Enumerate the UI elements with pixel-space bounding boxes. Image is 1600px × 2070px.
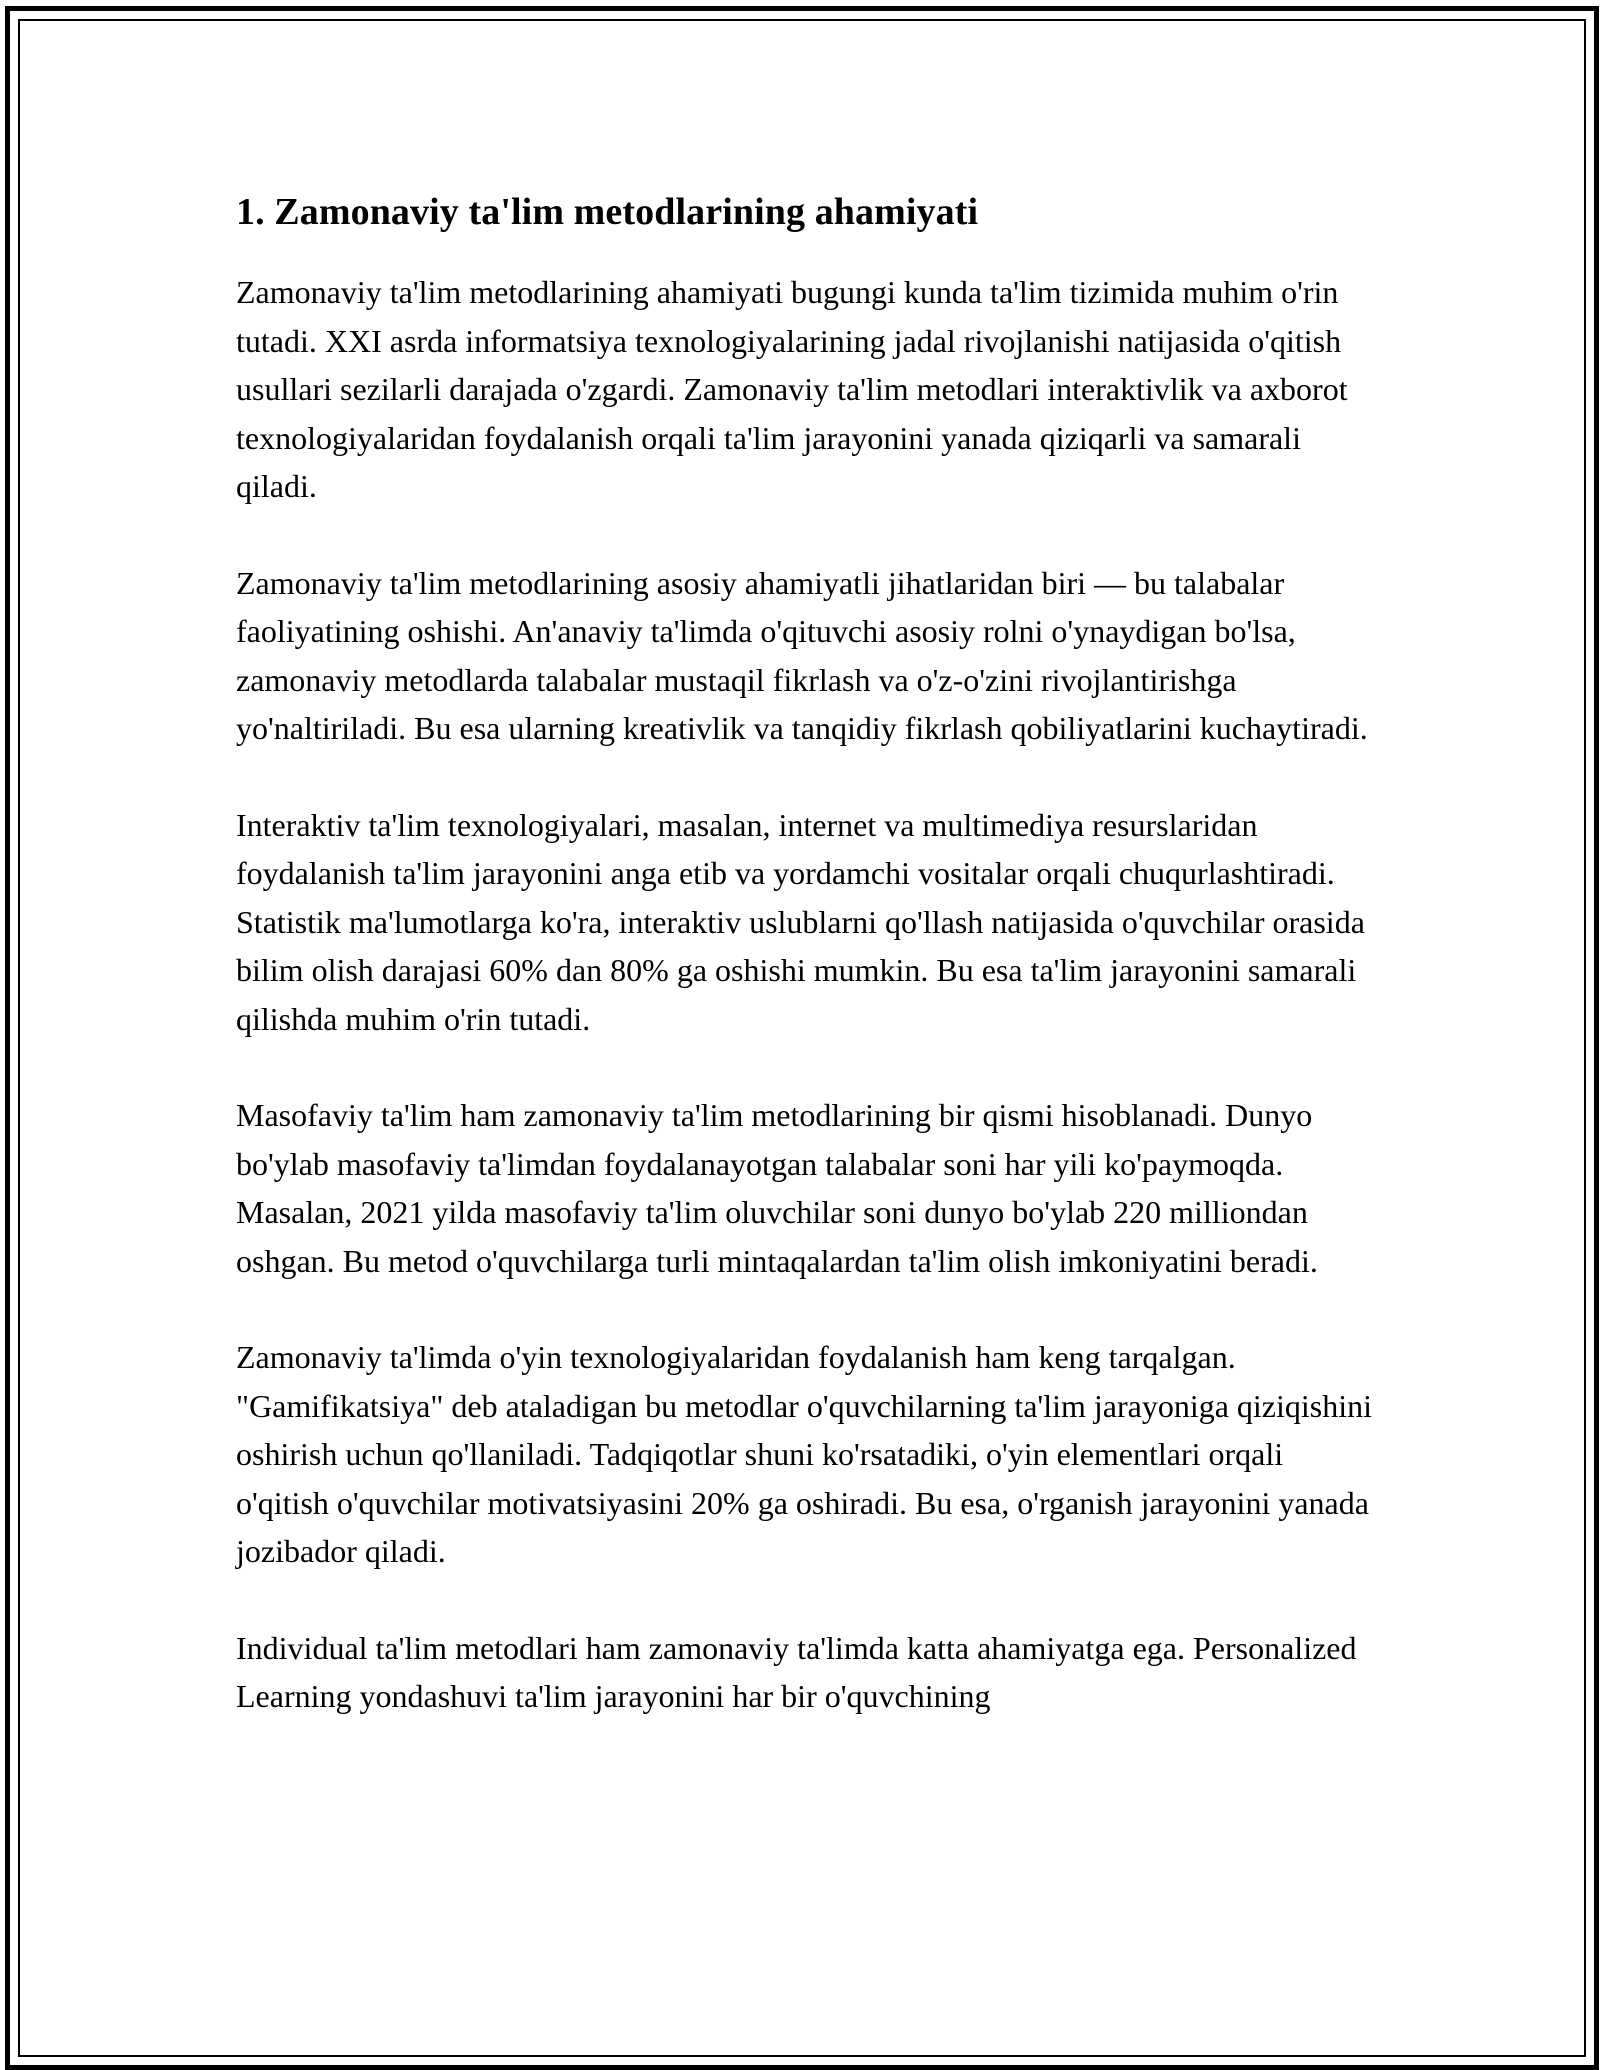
paragraph-4: Masofaviy ta'lim ham zamonaviy ta'lim metodlarining bir qismi hisoblanadi. Dunyo bo'ylab masofaviy ta'limdan foydalanayotgan talabalar soni har yili ko'paymoqda. Masalan, 2021 yilda masofaviy ta'lim oluvchilar soni dunyo bo'ylab 220 milliondan oshgan. Bu metod o'quvchilarga turli mintaqalardan ta'lim olish imkoniyatini beradi. [236,1097,1318,1279]
paragraph-1: Zamonaviy ta'lim metodlarining ahamiyati bugungi kunda ta'lim tizimida muhim o'rin tutadi. XXI asrda informatsiya texnologiyalarining jadal rivojlanishi natijasida o'qitish usullari sezilarli darajada o'zgardi. Zamonaviy ta'lim metodlari interaktivlik va axborot texnologiyalaridan foydalanish orqali ta'lim jarayonini yanada qiziqarli va samarali qiladi. [236,274,1348,504]
paragraph-2: Zamonaviy ta'lim metodlarining asosiy ahamiyatli jihatlaridan biri — bu talabalar faoliyatining oshishi. An'anaviy ta'limda o'qituvchi asosiy rolni o'ynaydigan bo'lsa, zamonaviy metodlarda talabalar mustaqil fikrlash va o'z-o'zini rivojlantirishga yo'naltiriladi. Bu esa ularning kreativlik va tanqidiy fikrlash qobiliyatlarini kuchaytiradi. [236,564,1368,746]
document-body [236,186,1376,1721]
paragraph-3: Interaktiv ta'lim texnologiyalari, masalan, internet va multimediya resurslaridan foydalanish ta'lim jarayonini anga etib va yordamchi vositalar orqali chuqurlashtiradi. Statistik ma'lumotlarga ko'ra, interaktiv uslublarni qo'llash natijasida o'quvchilar orasida bilim olish darajasi 60% dan 80% ga oshishi mumkin. Bu esa ta'lim jarayonini samarali qilishda muhim o'rin tutadi. [236,806,1365,1037]
paragraph-5: Zamonaviy ta'limda o'yin texnologiyalaridan foydalanish ham keng tarqalgan. "Gamifikatsiya" deb ataladigan bu metodlar o'quvchilarning ta'lim jarayoniga qiziqishini oshirish uchun qo'llaniladi. Tadqiqotlar shuni ko'rsatadiki, o'yin elementlari orqali o'qitish o'quvchilar motivatsiyasini 20% ga oshiradi. Bu esa, o'rganish jarayonini yanada jozibador qiladi. [236,1339,1373,1569]
section-heading: 1. Zamonaviy ta'lim metodlarining ahamiyati [236,191,979,233]
paragraph-6: Individual ta'lim metodlari ham zamonaviy ta'limda katta ahamiyatga ega. Personalized Learning yondashuvi ta'lim jarayonini har bir o'quvchining [236,1629,1357,1714]
